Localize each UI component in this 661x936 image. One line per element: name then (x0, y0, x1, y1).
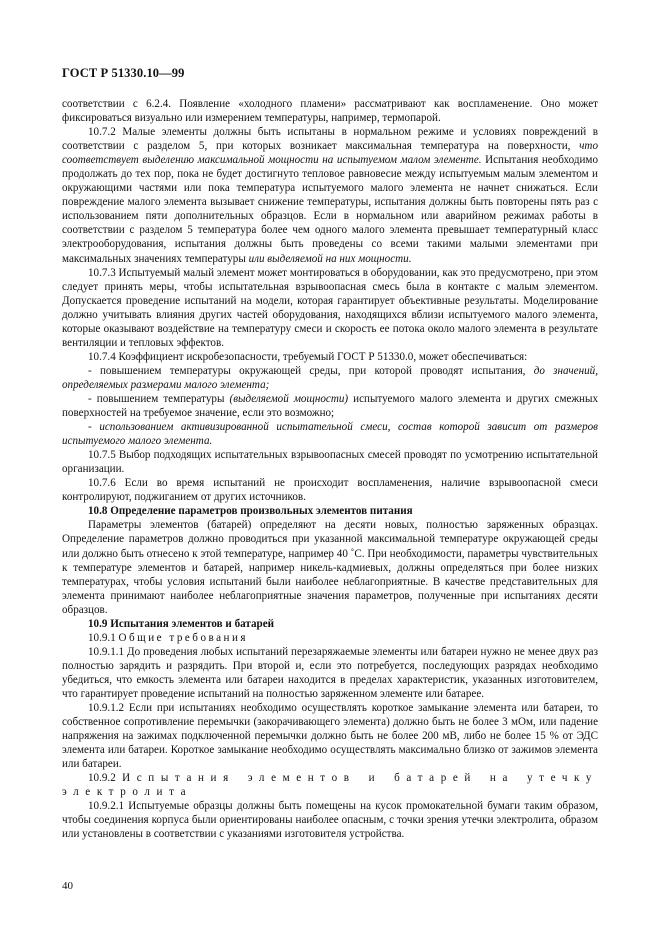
text-run: Испытания элементов и батарей на утечку электролита (62, 772, 598, 799)
text-run: 10.7.6 Если во время испытаний не происходит воспламенения, наличие взрывоопасной смеси контролируют, поджиганием от других источников. (62, 477, 598, 504)
paragraph (62, 617, 598, 631)
text-run: - повышением температуры (88, 392, 230, 405)
text-run: до значений, определяемых размерами малого элемента; (62, 364, 598, 391)
document-header: ГОСТ Р 51330.10—99 (62, 66, 185, 80)
paragraph (62, 799, 598, 841)
text-run: 10.8 Определение параметров произвольных элементов питания (88, 505, 413, 518)
text-run: 10.9.2.1 Испытуемые образцы должны быть помещены на кусок промокательной бумаги таким образом, чтобы соединения корпуса были ориентированы наиболее опасным, с точки зрения утечки электролита, образом или установлены в соответствии с указаниями изготовителя устройства. (62, 800, 598, 841)
paragraph (62, 448, 598, 476)
paragraph (62, 701, 598, 771)
document-body (62, 97, 598, 841)
paragraph (62, 97, 598, 125)
paragraph (62, 645, 598, 701)
text-run: 10.7.3 Испытуемый малый элемент может монтироваться в оборудовании, как это предусмотрено, при этом следует принять меры, чтобы испытательная взрывоопасная смесь была в контакте с малым элементом. Допускается проведение испытаний на модели, которая гарантирует объективные результаты. Моделирование должно учитывать влияния других частей оборудования, находящихся вблизи испытуемого малого элемента, которые оказывают воздействие на температуру смеси и скорость ее потока около малого элемента в результате вентиляции и тепловых эффектов. (62, 266, 598, 349)
text-run: - использованием активизированной испытательной смеси, состав которой зависит от размеров испытуемого малого элемента. (62, 421, 598, 448)
paragraph (62, 392, 598, 420)
paragraph (62, 364, 598, 392)
text-run: 10.7.5 Выбор подходящих испытательных взрывоопасных смесей проводят по усмотрению испытательной организации. (62, 449, 598, 476)
text-run: 10.9.1.2 Если при испытаниях необходимо осуществлять короткое замыкание элемента или батареи, то собственное сопротивление перемычки (закорачивающего элемента) должно быть не более 3 мОм, или падение напряжения на зажимах подключенной перемычки должно быть не более 200 мВ, либо не более 15 % от ЭДС элемента или батареи. Короткое замыкание необходимо осуществлять максимально близко от зажимов элемента или батареи. (62, 702, 598, 771)
paragraph (62, 518, 598, 616)
text-run: - повышением температуры окружающей среды, при которой проводят испытания, (88, 364, 534, 377)
text-run: (выделяемой мощности) (229, 392, 349, 405)
paragraph (62, 476, 598, 504)
paragraph (62, 771, 598, 799)
text-run: Общие требования (118, 631, 248, 644)
text-run: 10.7.4 Коэффициент искробезопасности, требуемый ГОСТ Р 51330.0, может обеспечиваться: (88, 350, 528, 363)
page-number: 40 (62, 880, 73, 892)
text-run: что соответствует выделению максимальной мощности на испытуемом малом элементе. (62, 140, 598, 167)
paragraph (62, 350, 598, 364)
text-run: Параметры элементов (батарей) определяют на десяти новых, полностью заряженных образцах. Определение параметров должно проводиться при указанной максимальной температуре окружающей среды или должно быть отнесено к этой температуре, например 40 ˚С. При необходимости, параметры чувствительных к температуре элементов и батарей, например никель-кадмиевых, должны определяться при более низких температурах, чтобы условия испытаний были наиболее неблагоприятные. В качестве представительных для элемента принимают наиболее неблагоприятные значения параметров, полученные при испытаниях десяти образцов. (62, 519, 598, 616)
paragraph (62, 266, 598, 350)
text-run: 10.9.1 (88, 631, 119, 644)
paragraph (62, 420, 598, 448)
paragraph (62, 631, 598, 645)
text-run: 10.9.1.1 До проведения любых испытаний перезаряжаемые элементы или батареи нужно не менее двух раз полностью зарядить и разрядить. При второй и, если это потребуется, последующих разрядах необходимо убедиться, что емкость элемента или батареи находится в пределах характеристик, указанных изготовителем, что гарантирует проведение испытаний на полностью заряженном элементе или батарее. (62, 645, 598, 700)
text-run: испытуемого малого элемента и других смежных поверхностей на требуемое значение, если это возможно; (62, 392, 598, 420)
paragraph (62, 504, 598, 518)
text-run: 10.9.2 (88, 772, 123, 785)
text-run: Испытания необходимо продолжать до тех пор, пока не будет достигнуто тепловое равновесие между испытуемым малым элементом и окружающими частями или пока температура испытуемого малого элемента не начнет снижаться. Если повреждение малого элемента вызывает снижение температуры, испытания должны быть повторены пять раз с использованием пяти дополнительных образцов. Если в нормальном или аварийном режимах работы в соответствии с разделом 5 температура более чем одного малого элемента превышает температурный класс электрооборудования, испытания должны быть проведены со всеми такими малыми элементами при максимальных значениях температуры (62, 154, 598, 265)
text-run: 10.7.2 Малые элементы должны быть испытаны в нормальном режиме и условиях повреждений в соответствии с разделом 5, при которых возникает максимальная температура на поверхности, (62, 126, 598, 153)
text-run: соответствии с 6.2.4. Появление «холодного пламени» рассматривают как воспламенение. Оно может фиксироваться визуально или измерением температуры, например, термопарой. (62, 98, 598, 125)
text-run: 10.9 Испытания элементов и батарей (88, 617, 275, 630)
paragraph (62, 125, 598, 265)
text-run: или выделяемой на них мощности. (248, 252, 412, 265)
